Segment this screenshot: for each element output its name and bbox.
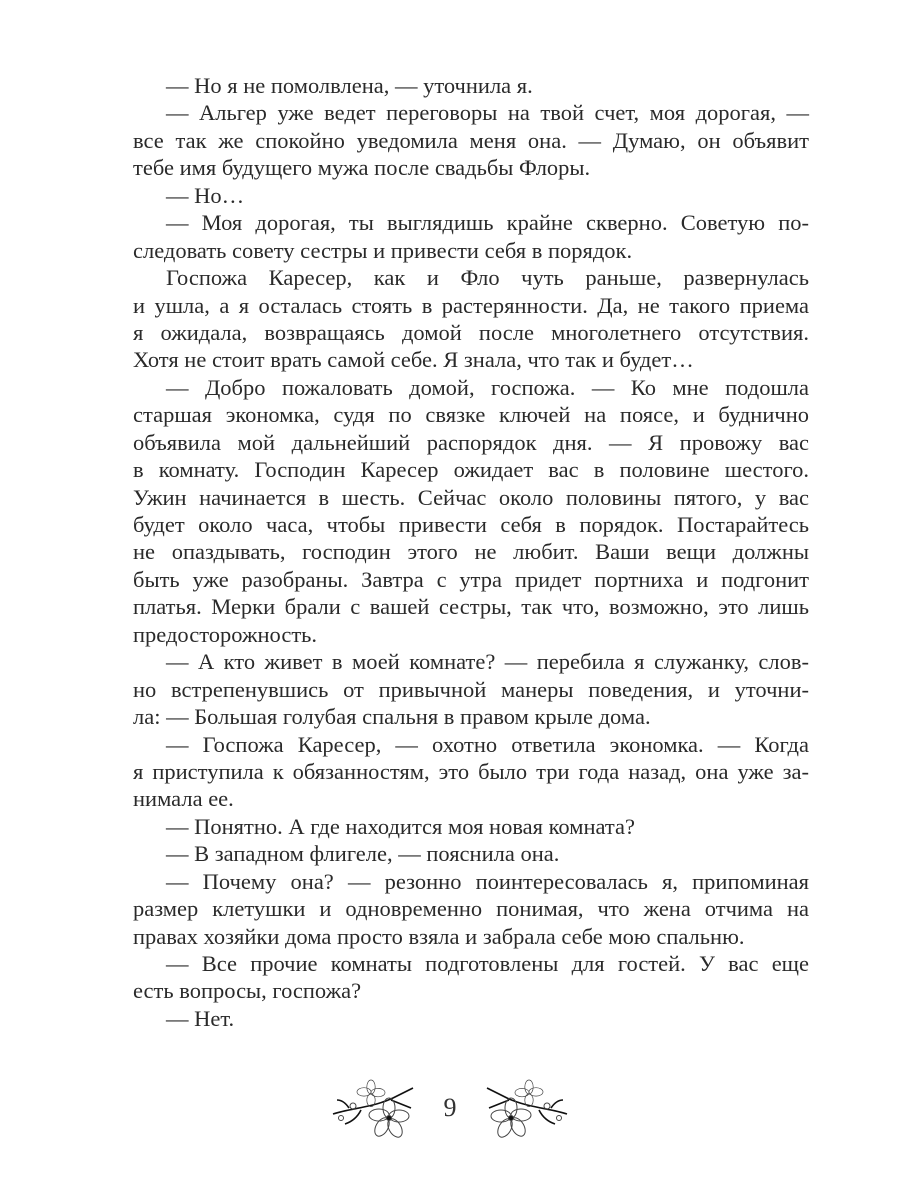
- text-line: — Все прочие комнаты подготовлены для гостей. У вас еще: [166, 951, 809, 976]
- text-line: — А кто живет в моей комнате? — перебила я служанку, слов-: [166, 649, 809, 675]
- text-line: я приступила к обязанностям, это было три года назад, она уже за-: [133, 758, 809, 784]
- text-line: Ужин начинается в шесть. Сейчас около половины пятого, у вас: [133, 484, 809, 510]
- text-line: — Моя дорогая, ты выглядишь крайне скверно. Советую по-: [166, 210, 809, 236]
- text-line: платья. Мерки брали с вашей сестры, так что, возможно, это лишь: [133, 594, 809, 620]
- text-line: нимала ее.: [133, 786, 234, 812]
- text-line: — Альгер уже ведет переговоры на твой счет, моя дорогая, —: [166, 100, 809, 126]
- text-line: я ожидала, возвращаясь домой после многолетнего отсутствия.: [133, 319, 809, 345]
- flower-branch-icon-left: [331, 1078, 421, 1138]
- text-line: быть уже разобраны. Завтра с утра придет портниха и подгонит: [133, 566, 809, 592]
- text-line: все так же спокойно уведомила меня она. — Думаю, он объявит: [133, 127, 809, 153]
- text-line: объявила мой дальнейший распорядок дня. — Я провожу вас: [133, 429, 809, 455]
- text-line: в комнату. Господин Каресер ожидает вас в половине шестого.: [133, 457, 809, 483]
- text-line: следовать совету сестры и привести себя в порядок.: [133, 237, 633, 263]
- text-line: — Нет.: [166, 1005, 235, 1031]
- page-number: 9: [443, 1093, 457, 1122]
- text-line: Хотя не стоит врать самой себе. Я знала, что так и будет…: [133, 347, 694, 373]
- text-line: правах хозяйки дома просто взяла и забрала себе мою спальню.: [133, 923, 745, 949]
- text-line: — Госпожа Каресер, — охотно ответила экономка. — Когда: [166, 731, 809, 757]
- text-line: и ушла, а я осталась стоять в растерянности. Да, не такого приема: [133, 292, 809, 318]
- text-line: — В западном флигеле, — пояснила она.: [166, 841, 560, 867]
- text-line: предосторожность.: [133, 621, 318, 647]
- text-line: Госпожа Каресер, как и Фло чуть раньше, развернулась: [166, 265, 809, 291]
- flower-branch-icon-right: [479, 1078, 569, 1138]
- text-line: не опаздывать, господин этого не любит. Ваши вещи должны: [133, 539, 809, 565]
- page-body-text: [133, 72, 809, 1032]
- text-line: но встрепенувшись от привычной манеры поведения, и уточни-: [133, 676, 809, 702]
- text-line: размер клетушки и одновременно понимая, что жена отчима на: [133, 896, 809, 922]
- text-line: есть вопросы, госпожа?: [133, 978, 362, 1004]
- text-line: — Понятно. А где находится моя новая комната?: [166, 813, 635, 839]
- page-footer: [0, 1078, 900, 1138]
- text-line: — Почему она? — резонно поинтересовалась я, припоминая: [166, 868, 809, 894]
- text-line: — Добро пожаловать домой, госпожа. — Ко мне подошла: [166, 374, 809, 400]
- text-line: старшая экономка, судя по связке ключей на поясе, и буднично: [133, 402, 809, 428]
- text-line: — Но…: [166, 182, 245, 208]
- text-line: тебе имя будущего мужа после свадьбы Флоры.: [133, 155, 591, 181]
- text-line: ла: — Большая голубая спальня в правом крыле дома.: [133, 704, 651, 730]
- text-line: — Но я не помолвлена, — уточнила я.: [166, 73, 533, 98]
- text-line: будет около часа, чтобы привести себя в порядок. Постарайтесь: [133, 512, 809, 537]
